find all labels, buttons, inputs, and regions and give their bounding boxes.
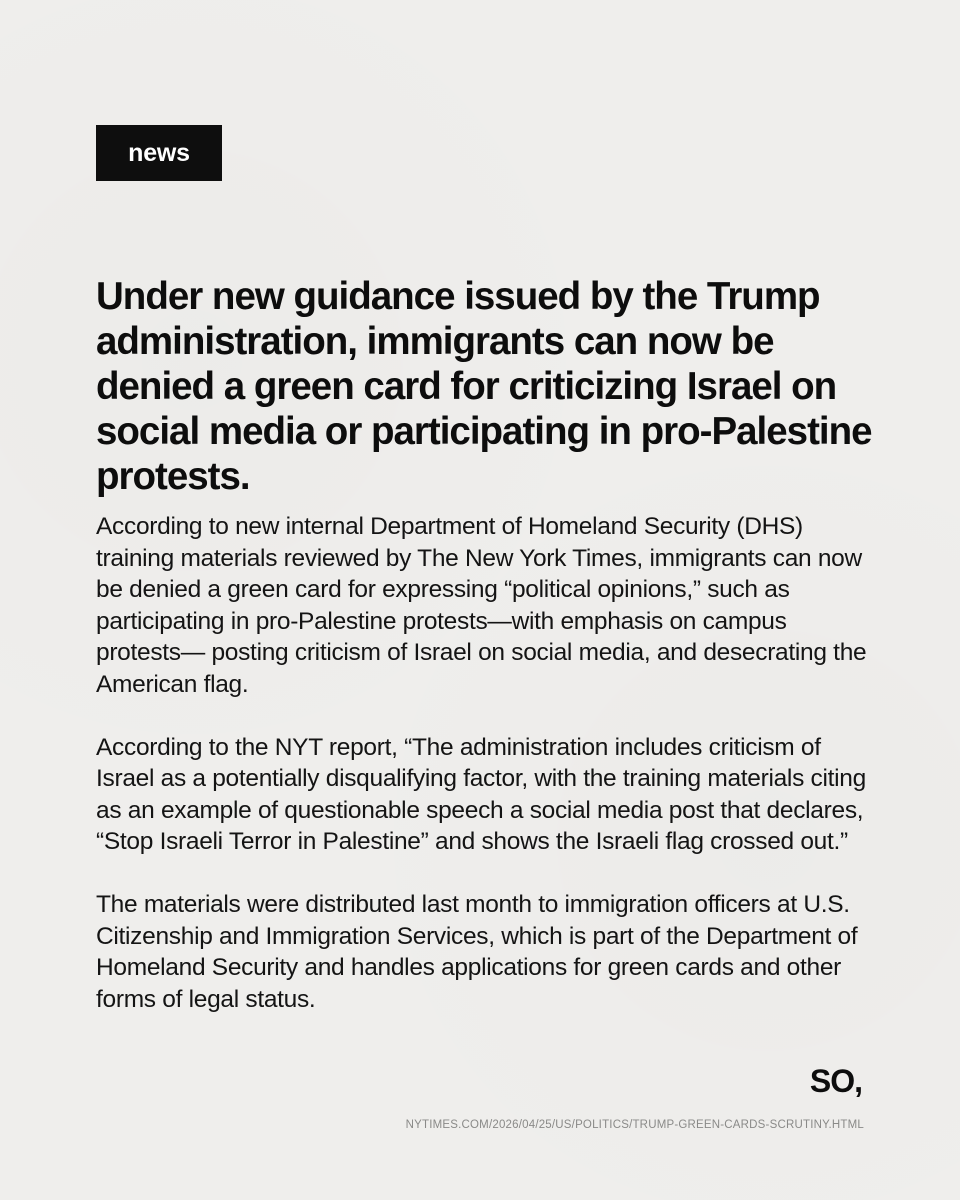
news-tag: news (96, 125, 222, 181)
paragraph-2: According to the NYT report, “The administration includes criticism of Israel as a potentially disqualifying factor, with the training materials citing as an example of questionable speech a social media post that declares, “Stop Israeli Terror in Palestine” and shows the Israeli flag crossed out.” (96, 733, 866, 855)
headline: Under new guidance issued by the Trump administration, immigrants can now be denied a green card for criticizing Israel on social media or participating in pro-Palestine protests. (96, 275, 872, 498)
paragraph-3: The materials were distributed last month to immigration officers at U.S. Citizenship and Immigration Services, which is part of the Department of Homeland Security and handles applications for green cards and other forms of legal status. (96, 891, 858, 1013)
article-body (96, 511, 876, 1047)
brand-logo: SO, (809, 1063, 862, 1099)
paragraph-1: According to new internal Department of Homeland Security (DHS) training materials reviewed by The New York Times, immigrants can now be denied a green card for expressing “political opinions,” such as participating in pro-Palestine protests—with emphasis on campus protests— posting criticism of Israel on social media, and desecrating the American flag. (96, 513, 867, 698)
source-url: NYTIMES.COM/2026/04/25/US/POLITICS/TRUMP-GREEN-CARDS-SCRUTINY.HTML (405, 1119, 864, 1131)
